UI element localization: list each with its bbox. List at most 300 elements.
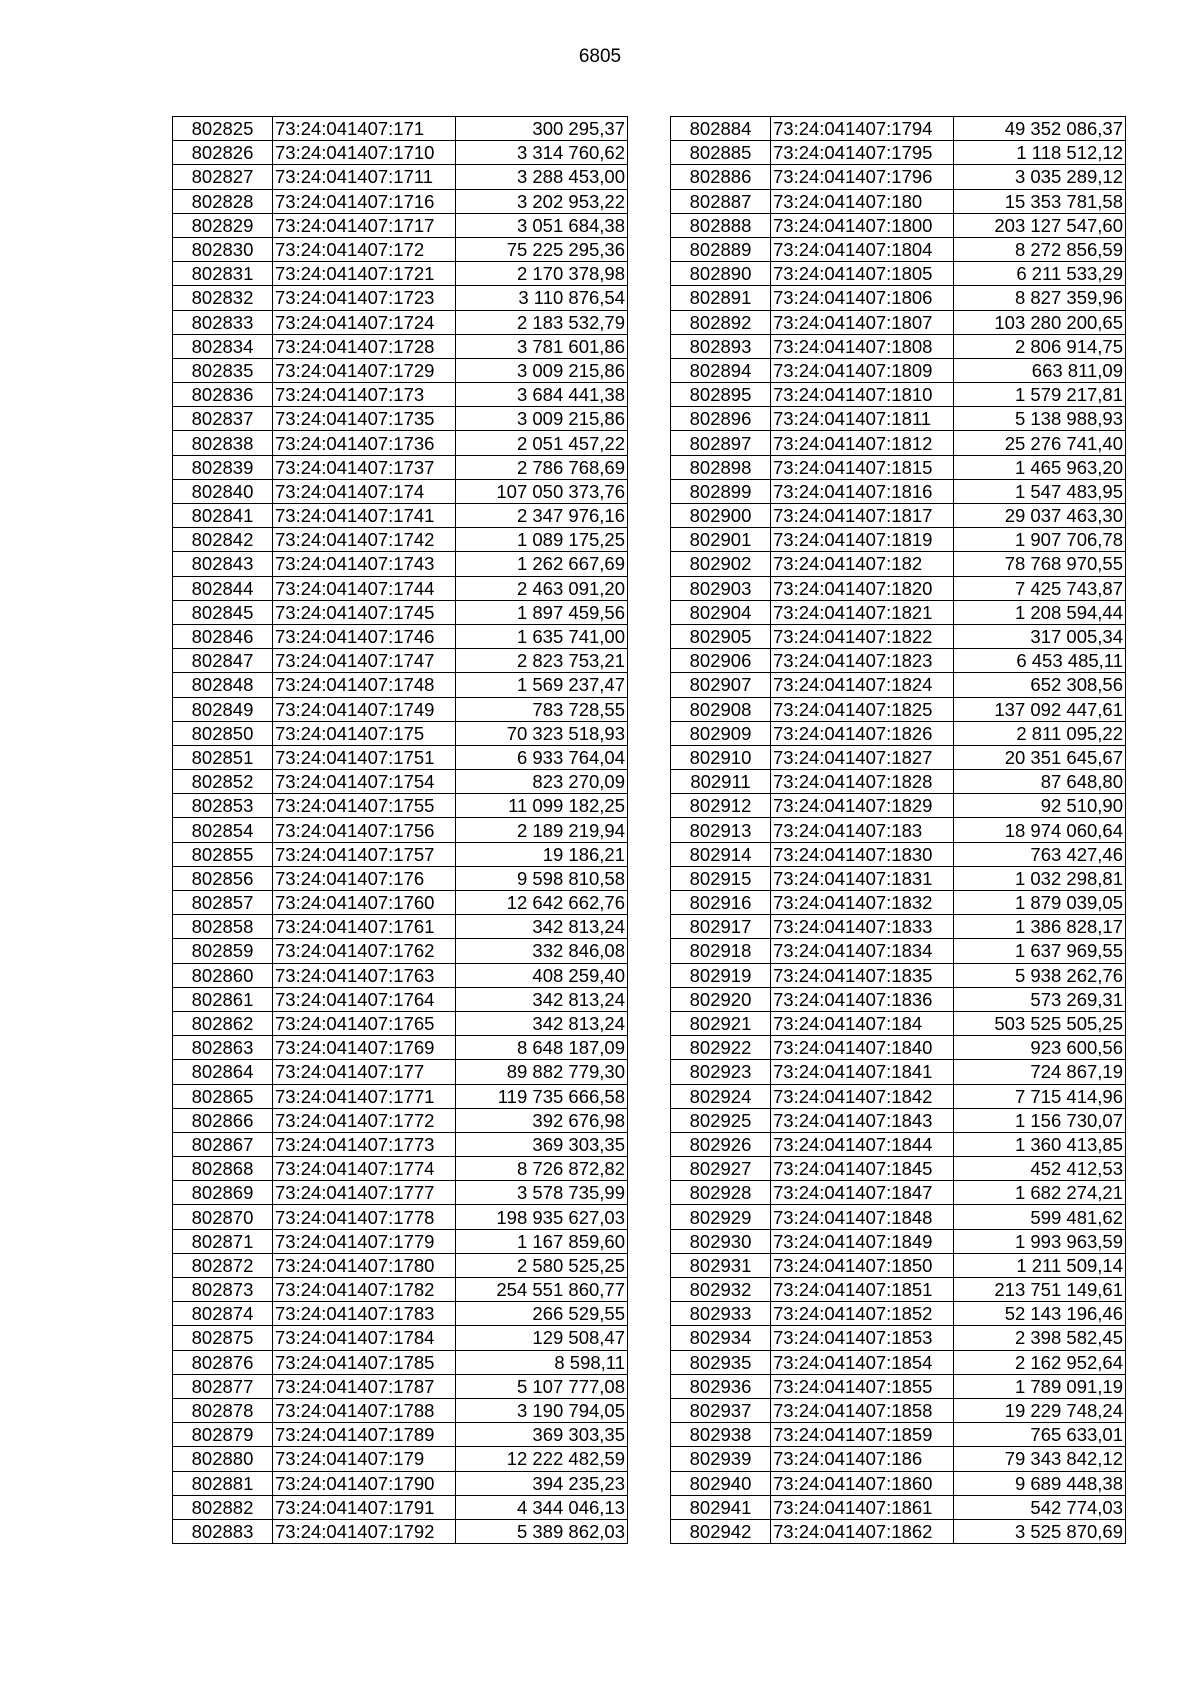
value-cell: 369 303,35 <box>456 1423 628 1447</box>
value-cell: 1 907 706,78 <box>954 528 1126 552</box>
table-row <box>671 358 1126 382</box>
record-number-cell: 802866 <box>173 1108 273 1132</box>
value-cell: 332 846,08 <box>456 939 628 963</box>
cadastral-number-cell: 73:24:041407:1748 <box>273 673 456 697</box>
record-number-cell: 802829 <box>173 213 273 237</box>
record-number-cell: 802838 <box>173 431 273 455</box>
record-number-cell: 802878 <box>173 1398 273 1422</box>
value-cell: 652 308,56 <box>954 673 1126 697</box>
value-cell: 1 208 594,44 <box>954 600 1126 624</box>
value-cell: 5 107 777,08 <box>456 1374 628 1398</box>
record-number-cell: 802882 <box>173 1495 273 1519</box>
cadastral-number-cell: 73:24:041407:1773 <box>273 1132 456 1156</box>
table-row <box>671 1423 1126 1447</box>
cadastral-number-cell: 73:24:041407:1829 <box>771 794 954 818</box>
table-row <box>671 552 1126 576</box>
value-cell: 1 167 859,60 <box>456 1229 628 1253</box>
record-number-cell: 802924 <box>671 1084 771 1108</box>
value-cell: 5 138 988,93 <box>954 407 1126 431</box>
cadastral-number-cell: 73:24:041407:1785 <box>273 1350 456 1374</box>
value-cell: 369 303,35 <box>456 1132 628 1156</box>
value-cell: 107 050 373,76 <box>456 479 628 503</box>
record-number-cell: 802884 <box>671 117 771 141</box>
record-number-cell: 802860 <box>173 963 273 987</box>
record-number-cell: 802942 <box>671 1519 771 1543</box>
cadastral-number-cell: 73:24:041407:1858 <box>771 1398 954 1422</box>
table-row <box>671 1519 1126 1543</box>
cadastral-number-cell: 73:24:041407:1760 <box>273 891 456 915</box>
cadastral-number-cell: 73:24:041407:1806 <box>771 286 954 310</box>
cadastral-number-cell: 73:24:041407:1744 <box>273 576 456 600</box>
record-number-cell: 802930 <box>671 1229 771 1253</box>
table-row <box>173 1205 628 1229</box>
cadastral-number-cell: 73:24:041407:1849 <box>771 1229 954 1253</box>
table-row <box>671 1157 1126 1181</box>
record-number-cell: 802937 <box>671 1398 771 1422</box>
value-cell: 2 170 378,98 <box>456 262 628 286</box>
value-cell: 3 051 684,38 <box>456 213 628 237</box>
value-cell: 408 259,40 <box>456 963 628 987</box>
value-cell: 7 425 743,87 <box>954 576 1126 600</box>
value-cell: 452 412,53 <box>954 1157 1126 1181</box>
cadastral-number-cell: 73:24:041407:171 <box>273 117 456 141</box>
cadastral-number-cell: 73:24:041407:183 <box>771 818 954 842</box>
value-cell: 300 295,37 <box>456 117 628 141</box>
record-number-cell: 802921 <box>671 1011 771 1035</box>
cadastral-number-cell: 73:24:041407:1815 <box>771 455 954 479</box>
cadastral-number-cell: 73:24:041407:1816 <box>771 479 954 503</box>
value-cell: 663 811,09 <box>954 358 1126 382</box>
value-cell: 11 099 182,25 <box>456 794 628 818</box>
cadastral-number-cell: 73:24:041407:1860 <box>771 1471 954 1495</box>
cadastral-number-cell: 73:24:041407:177 <box>273 1060 456 1084</box>
cadastral-number-cell: 73:24:041407:1843 <box>771 1108 954 1132</box>
value-cell: 6 211 533,29 <box>954 262 1126 286</box>
record-number-cell: 802853 <box>173 794 273 818</box>
table-row <box>671 117 1126 141</box>
cadastral-number-cell: 73:24:041407:1844 <box>771 1132 954 1156</box>
value-cell: 12 222 482,59 <box>456 1447 628 1471</box>
table-row <box>671 1374 1126 1398</box>
cadastral-number-cell: 73:24:041407:1804 <box>771 237 954 261</box>
table-row <box>671 576 1126 600</box>
table-row <box>671 842 1126 866</box>
value-cell: 503 525 505,25 <box>954 1011 1126 1035</box>
table-row <box>671 310 1126 334</box>
value-cell: 1 156 730,07 <box>954 1108 1126 1132</box>
table-row <box>173 1060 628 1084</box>
table-row <box>671 891 1126 915</box>
cadastral-number-cell: 73:24:041407:1721 <box>273 262 456 286</box>
record-number-cell: 802935 <box>671 1350 771 1374</box>
record-number-cell: 802846 <box>173 624 273 648</box>
record-number-cell: 802941 <box>671 1495 771 1519</box>
table-row <box>173 1278 628 1302</box>
table-row <box>173 697 628 721</box>
cadastral-number-cell: 73:24:041407:1854 <box>771 1350 954 1374</box>
cadastral-number-cell: 73:24:041407:1716 <box>273 189 456 213</box>
cadastral-number-cell: 73:24:041407:1861 <box>771 1495 954 1519</box>
table-row <box>671 673 1126 697</box>
record-number-cell: 802932 <box>671 1278 771 1302</box>
cadastral-number-cell: 73:24:041407:1769 <box>273 1036 456 1060</box>
cadastral-number-cell: 73:24:041407:1835 <box>771 963 954 987</box>
record-number-cell: 802834 <box>173 334 273 358</box>
table-row <box>671 963 1126 987</box>
record-number-cell: 802893 <box>671 334 771 358</box>
record-number-cell: 802894 <box>671 358 771 382</box>
cadastral-number-cell: 73:24:041407:1851 <box>771 1278 954 1302</box>
value-cell: 9 689 448,38 <box>954 1471 1126 1495</box>
value-cell: 1 118 512,12 <box>954 141 1126 165</box>
table-row <box>671 528 1126 552</box>
table-row <box>173 842 628 866</box>
value-cell: 3 578 735,99 <box>456 1181 628 1205</box>
record-number-cell: 802927 <box>671 1157 771 1181</box>
record-number-cell: 802895 <box>671 383 771 407</box>
value-cell: 394 235,23 <box>456 1471 628 1495</box>
cadastral-number-cell: 73:24:041407:1809 <box>771 358 954 382</box>
record-number-cell: 802909 <box>671 721 771 745</box>
table-row <box>173 1423 628 1447</box>
table-row <box>671 237 1126 261</box>
value-cell: 2 580 525,25 <box>456 1253 628 1277</box>
table-row <box>173 165 628 189</box>
value-cell: 89 882 779,30 <box>456 1060 628 1084</box>
record-number-cell: 802900 <box>671 504 771 528</box>
record-number-cell: 802871 <box>173 1229 273 1253</box>
value-cell: 3 525 870,69 <box>954 1519 1126 1543</box>
record-number-cell: 802827 <box>173 165 273 189</box>
cadastral-number-cell: 73:24:041407:1735 <box>273 407 456 431</box>
cadastral-number-cell: 73:24:041407:1800 <box>771 213 954 237</box>
record-number-cell: 802874 <box>173 1302 273 1326</box>
value-cell: 3 684 441,38 <box>456 383 628 407</box>
cadastral-number-cell: 73:24:041407:1820 <box>771 576 954 600</box>
cadastral-number-cell: 73:24:041407:1746 <box>273 624 456 648</box>
value-cell: 9 598 810,58 <box>456 866 628 890</box>
record-number-cell: 802870 <box>173 1205 273 1229</box>
cadastral-number-cell: 73:24:041407:1812 <box>771 431 954 455</box>
cadastral-number-cell: 73:24:041407:1762 <box>273 939 456 963</box>
table-row <box>671 987 1126 1011</box>
record-number-cell: 802897 <box>671 431 771 455</box>
cadastral-number-cell: 73:24:041407:1852 <box>771 1302 954 1326</box>
value-cell: 923 600,56 <box>954 1036 1126 1060</box>
record-number-cell: 802835 <box>173 358 273 382</box>
value-cell: 87 648,80 <box>954 770 1126 794</box>
record-number-cell: 802925 <box>671 1108 771 1132</box>
table-row <box>173 1326 628 1350</box>
cadastral-number-cell: 73:24:041407:1855 <box>771 1374 954 1398</box>
table-row <box>671 1326 1126 1350</box>
record-number-cell: 802908 <box>671 697 771 721</box>
table-row <box>671 600 1126 624</box>
cadastral-number-cell: 73:24:041407:1853 <box>771 1326 954 1350</box>
cadastral-number-cell: 73:24:041407:1796 <box>771 165 954 189</box>
table-row <box>671 649 1126 673</box>
cadastral-number-cell: 73:24:041407:172 <box>273 237 456 261</box>
cadastral-number-cell: 73:24:041407:1774 <box>273 1157 456 1181</box>
record-number-cell: 802849 <box>173 697 273 721</box>
value-cell: 2 786 768,69 <box>456 455 628 479</box>
value-cell: 765 633,01 <box>954 1423 1126 1447</box>
value-cell: 5 938 262,76 <box>954 963 1126 987</box>
record-number-cell: 802863 <box>173 1036 273 1060</box>
value-cell: 8 598,11 <box>456 1350 628 1374</box>
table-row <box>173 866 628 890</box>
cadastral-number-cell: 73:24:041407:1784 <box>273 1326 456 1350</box>
cadastral-number-cell: 73:24:041407:1743 <box>273 552 456 576</box>
table-row <box>671 455 1126 479</box>
value-cell: 2 189 219,94 <box>456 818 628 842</box>
record-number-cell: 802875 <box>173 1326 273 1350</box>
table-row <box>173 745 628 769</box>
table-row <box>173 358 628 382</box>
table-row <box>671 334 1126 358</box>
value-cell: 1 682 274,21 <box>954 1181 1126 1205</box>
value-cell: 2 183 532,79 <box>456 310 628 334</box>
table-row <box>173 431 628 455</box>
table-row <box>173 987 628 1011</box>
table-row <box>173 1157 628 1181</box>
cadastral-number-cell: 73:24:041407:1817 <box>771 504 954 528</box>
value-cell: 3 035 289,12 <box>954 165 1126 189</box>
table-row <box>173 673 628 697</box>
cadastral-number-cell: 73:24:041407:1780 <box>273 1253 456 1277</box>
cadastral-number-cell: 73:24:041407:1754 <box>273 770 456 794</box>
record-number-cell: 802910 <box>671 745 771 769</box>
cadastral-number-cell: 73:24:041407:1790 <box>273 1471 456 1495</box>
value-cell: 15 353 781,58 <box>954 189 1126 213</box>
record-number-cell: 802904 <box>671 600 771 624</box>
cadastral-number-cell: 73:24:041407:1822 <box>771 624 954 648</box>
cadastral-number-cell: 73:24:041407:1756 <box>273 818 456 842</box>
record-number-cell: 802859 <box>173 939 273 963</box>
table-row <box>173 1374 628 1398</box>
cadastral-number-cell: 73:24:041407:1825 <box>771 697 954 721</box>
value-cell: 3 781 601,86 <box>456 334 628 358</box>
value-cell: 70 323 518,93 <box>456 721 628 745</box>
cadastral-number-cell: 73:24:041407:1741 <box>273 504 456 528</box>
record-number-cell: 802872 <box>173 1253 273 1277</box>
record-number-cell: 802852 <box>173 770 273 794</box>
table-row <box>173 649 628 673</box>
cadastral-number-cell: 73:24:041407:1764 <box>273 987 456 1011</box>
value-cell: 3 202 953,22 <box>456 189 628 213</box>
cadastral-number-cell: 73:24:041407:1841 <box>771 1060 954 1084</box>
value-cell: 6 453 485,11 <box>954 649 1126 673</box>
cadastral-number-cell: 73:24:041407:1847 <box>771 1181 954 1205</box>
table-row <box>173 1471 628 1495</box>
cadastral-number-cell: 73:24:041407:1787 <box>273 1374 456 1398</box>
record-number-cell: 802912 <box>671 794 771 818</box>
value-cell: 2 162 952,64 <box>954 1350 1126 1374</box>
table-row <box>671 1278 1126 1302</box>
record-number-cell: 802826 <box>173 141 273 165</box>
table-row <box>173 576 628 600</box>
table-row <box>671 1398 1126 1422</box>
value-cell: 2 463 091,20 <box>456 576 628 600</box>
cadastral-number-cell: 73:24:041407:1850 <box>771 1253 954 1277</box>
value-cell: 1 465 963,20 <box>954 455 1126 479</box>
record-number-cell: 802843 <box>173 552 273 576</box>
table-row <box>671 770 1126 794</box>
value-cell: 8 648 187,09 <box>456 1036 628 1060</box>
record-number-cell: 802903 <box>671 576 771 600</box>
record-number-cell: 802926 <box>671 1132 771 1156</box>
table-row <box>671 141 1126 165</box>
value-cell: 3 009 215,86 <box>456 358 628 382</box>
table-row <box>671 866 1126 890</box>
record-number-cell: 802889 <box>671 237 771 261</box>
cadastral-number-cell: 73:24:041407:1836 <box>771 987 954 1011</box>
cadastral-number-cell: 73:24:041407:1763 <box>273 963 456 987</box>
record-number-cell: 802832 <box>173 286 273 310</box>
table-row <box>671 1350 1126 1374</box>
record-number-cell: 802913 <box>671 818 771 842</box>
cadastral-number-cell: 73:24:041407:1747 <box>273 649 456 673</box>
table-row <box>671 286 1126 310</box>
record-number-cell: 802876 <box>173 1350 273 1374</box>
table-row <box>173 1132 628 1156</box>
value-cell: 724 867,19 <box>954 1060 1126 1084</box>
table-row <box>173 189 628 213</box>
cadastral-number-cell: 73:24:041407:1789 <box>273 1423 456 1447</box>
record-number-cell: 802887 <box>671 189 771 213</box>
value-cell: 29 037 463,30 <box>954 504 1126 528</box>
value-cell: 823 270,09 <box>456 770 628 794</box>
value-cell: 49 352 086,37 <box>954 117 1126 141</box>
value-cell: 8 726 872,82 <box>456 1157 628 1181</box>
value-cell: 266 529,55 <box>456 1302 628 1326</box>
cadastral-number-cell: 73:24:041407:1779 <box>273 1229 456 1253</box>
table-row <box>671 1229 1126 1253</box>
value-cell: 6 933 764,04 <box>456 745 628 769</box>
cadastral-number-cell: 73:24:041407:1711 <box>273 165 456 189</box>
record-number-cell: 802892 <box>671 310 771 334</box>
record-number-cell: 802916 <box>671 891 771 915</box>
table-row <box>173 504 628 528</box>
table-row <box>173 1084 628 1108</box>
value-cell: 1 635 741,00 <box>456 624 628 648</box>
record-number-cell: 802868 <box>173 1157 273 1181</box>
table-row <box>173 455 628 479</box>
record-number-cell: 802902 <box>671 552 771 576</box>
record-number-cell: 802858 <box>173 915 273 939</box>
value-cell: 392 676,98 <box>456 1108 628 1132</box>
value-cell: 19 186,21 <box>456 842 628 866</box>
value-cell: 3 009 215,86 <box>456 407 628 431</box>
table-row <box>173 1036 628 1060</box>
cadastral-number-cell: 73:24:041407:1777 <box>273 1181 456 1205</box>
record-number-cell: 802850 <box>173 721 273 745</box>
cadastral-number-cell: 73:24:041407:1821 <box>771 600 954 624</box>
record-number-cell: 802825 <box>173 117 273 141</box>
value-cell: 342 813,24 <box>456 987 628 1011</box>
value-cell: 92 510,90 <box>954 794 1126 818</box>
table-row <box>173 891 628 915</box>
cadastral-number-cell: 73:24:041407:1828 <box>771 770 954 794</box>
cadastral-number-cell: 73:24:041407:1810 <box>771 383 954 407</box>
value-cell: 1 993 963,59 <box>954 1229 1126 1253</box>
value-cell: 213 751 149,61 <box>954 1278 1126 1302</box>
record-number-cell: 802842 <box>173 528 273 552</box>
table-row <box>173 117 628 141</box>
cadastral-number-cell: 73:24:041407:176 <box>273 866 456 890</box>
data-table-left <box>172 116 628 1544</box>
record-number-cell: 802867 <box>173 1132 273 1156</box>
record-number-cell: 802865 <box>173 1084 273 1108</box>
record-number-cell: 802862 <box>173 1011 273 1035</box>
table-row <box>671 697 1126 721</box>
table-row <box>671 407 1126 431</box>
record-number-cell: 802839 <box>173 455 273 479</box>
record-number-cell: 802837 <box>173 407 273 431</box>
table-row <box>173 407 628 431</box>
record-number-cell: 802914 <box>671 842 771 866</box>
value-cell: 103 280 200,65 <box>954 310 1126 334</box>
cadastral-number-cell: 73:24:041407:1749 <box>273 697 456 721</box>
record-number-cell: 802923 <box>671 1060 771 1084</box>
record-number-cell: 802920 <box>671 987 771 1011</box>
table-row <box>173 1495 628 1519</box>
table-row <box>173 1181 628 1205</box>
record-number-cell: 802922 <box>671 1036 771 1060</box>
record-number-cell: 802931 <box>671 1253 771 1277</box>
record-number-cell: 802886 <box>671 165 771 189</box>
record-number-cell: 802879 <box>173 1423 273 1447</box>
table-row <box>671 1447 1126 1471</box>
value-cell: 573 269,31 <box>954 987 1126 1011</box>
record-number-cell: 802836 <box>173 383 273 407</box>
table-row <box>671 915 1126 939</box>
value-cell: 2 347 976,16 <box>456 504 628 528</box>
value-cell: 3 190 794,05 <box>456 1398 628 1422</box>
cadastral-number-cell: 73:24:041407:1788 <box>273 1398 456 1422</box>
record-number-cell: 802939 <box>671 1447 771 1471</box>
record-number-cell: 802831 <box>173 262 273 286</box>
value-cell: 8 272 856,59 <box>954 237 1126 261</box>
cadastral-number-cell: 73:24:041407:1832 <box>771 891 954 915</box>
value-cell: 198 935 627,03 <box>456 1205 628 1229</box>
value-cell: 1 547 483,95 <box>954 479 1126 503</box>
cadastral-number-cell: 73:24:041407:1842 <box>771 1084 954 1108</box>
value-cell: 1 262 667,69 <box>456 552 628 576</box>
record-number-cell: 802917 <box>671 915 771 939</box>
record-number-cell: 802844 <box>173 576 273 600</box>
value-cell: 763 427,46 <box>954 842 1126 866</box>
record-number-cell: 802940 <box>671 1471 771 1495</box>
table-row <box>671 1495 1126 1519</box>
page-number: 6805 <box>578 46 622 67</box>
cadastral-number-cell: 73:24:041407:1751 <box>273 745 456 769</box>
table-row <box>671 1036 1126 1060</box>
cadastral-number-cell: 73:24:041407:1723 <box>273 286 456 310</box>
record-number-cell: 802880 <box>173 1447 273 1471</box>
value-cell: 1 386 828,17 <box>954 915 1126 939</box>
value-cell: 2 811 095,22 <box>954 721 1126 745</box>
record-number-cell: 802938 <box>671 1423 771 1447</box>
value-cell: 3 288 453,00 <box>456 165 628 189</box>
cadastral-number-cell: 73:24:041407:1826 <box>771 721 954 745</box>
record-number-cell: 802899 <box>671 479 771 503</box>
cadastral-number-cell: 73:24:041407:1840 <box>771 1036 954 1060</box>
table-row <box>173 383 628 407</box>
cadastral-number-cell: 73:24:041407:1778 <box>273 1205 456 1229</box>
table-row <box>173 1011 628 1035</box>
value-cell: 2 806 914,75 <box>954 334 1126 358</box>
